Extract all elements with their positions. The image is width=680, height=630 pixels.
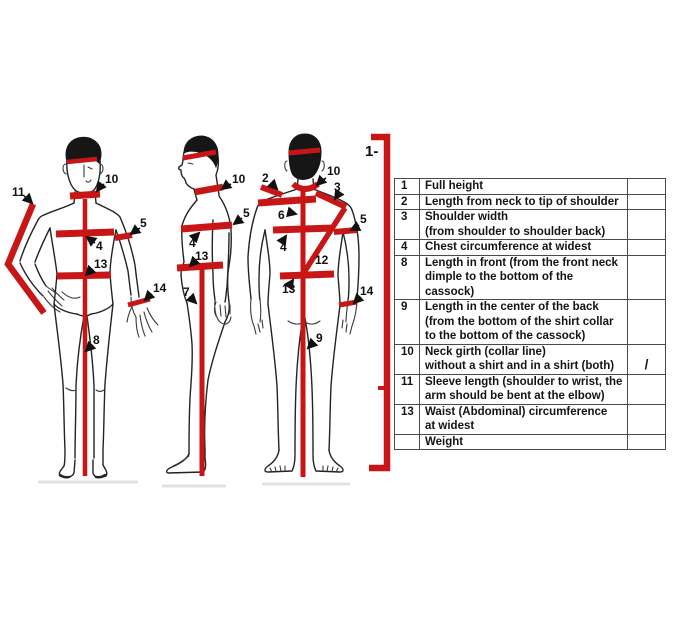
row-description: Neck girth (collar line) without a shirt and in a shirt (both)	[420, 344, 628, 374]
row-description: Waist (Abdominal) circumference at widest	[420, 404, 628, 434]
label-front-chest: 4	[96, 239, 103, 253]
front-neck-line	[70, 194, 100, 196]
label-side-neck: 10	[232, 172, 246, 186]
row-number: 1	[395, 179, 420, 195]
back-hair	[289, 134, 321, 179]
bracket-label: 1-	[365, 143, 379, 160]
figure-side	[167, 136, 250, 476]
row-number: 8	[395, 255, 420, 300]
label-back-wrist: 14	[360, 284, 374, 298]
table-row	[395, 255, 666, 300]
row-number: 11	[395, 374, 420, 404]
label-back-diagonal: 12	[315, 253, 329, 267]
row-number: 3	[395, 210, 420, 240]
table-row	[395, 179, 666, 195]
row-description: Sleeve length (shoulder to wrist, the arm should be bent at the elbow)	[420, 374, 628, 404]
table-row	[395, 404, 666, 434]
label-front-neck: 10	[105, 172, 119, 186]
front-chest-line	[56, 232, 114, 234]
side-chest-line	[181, 225, 232, 229]
back-chest-line	[273, 228, 334, 230]
label-back-length: 9	[316, 331, 323, 345]
row-number: 9	[395, 300, 420, 345]
row-description: Weight	[420, 434, 628, 450]
label-front-length: 8	[93, 333, 100, 347]
table-row	[395, 300, 666, 345]
front-head-line	[67, 159, 97, 162]
row-description: Chest circumference at widest	[420, 240, 628, 256]
figure-back	[248, 134, 374, 477]
front-arm-band	[115, 235, 132, 238]
row-value	[628, 194, 666, 210]
row-number: 4	[395, 240, 420, 256]
row-value	[628, 434, 666, 450]
table-row	[395, 194, 666, 210]
side-annotations	[183, 172, 250, 303]
back-shoulder-line	[261, 187, 282, 195]
table-row	[395, 374, 666, 404]
back-head-line	[289, 150, 320, 153]
label-back-shoulder-width: 3	[334, 180, 341, 194]
label-front-waist: 13	[94, 257, 108, 271]
row-description: Shoulder width (from shoulder to shoulder back)	[420, 210, 628, 240]
row-value	[628, 179, 666, 195]
table-row	[395, 210, 666, 240]
row-number: 13	[395, 404, 420, 434]
figure-front	[8, 137, 167, 477]
label-back-neck: 10	[327, 164, 341, 178]
label-side-waist: 13	[195, 249, 209, 263]
row-value	[628, 374, 666, 404]
label-back-width: 6	[278, 208, 285, 222]
back-arm-band	[334, 230, 357, 232]
table-row	[395, 240, 666, 256]
label-front-wrist: 14	[153, 281, 167, 295]
table-row	[395, 344, 666, 374]
ground-shadow	[38, 482, 350, 486]
label-side-upper-arm: 5	[243, 206, 250, 220]
label-side-length: 7	[183, 285, 190, 299]
row-value	[628, 300, 666, 345]
row-number	[395, 434, 420, 450]
row-value	[628, 404, 666, 434]
row-value	[628, 210, 666, 240]
label-front-sleeve: 11	[12, 185, 25, 199]
label-back-neck-to-shoulder: 2	[262, 171, 269, 185]
back-neck-line	[293, 184, 318, 189]
label-back-waist: 13	[282, 282, 296, 296]
row-description: Length in front (from the front neck dimple to the bottom of the cassock)	[420, 255, 628, 300]
front-waist-line	[57, 275, 111, 276]
row-value	[628, 240, 666, 256]
table-row	[395, 434, 666, 450]
row-description: Full height	[420, 179, 628, 195]
row-description: Length from neck to tip of shoulder	[420, 194, 628, 210]
label-side-chest: 4	[189, 236, 196, 250]
label-front-upper-arm: 5	[140, 216, 147, 230]
row-value: /	[628, 344, 666, 374]
side-waist-line	[177, 265, 223, 268]
row-value	[628, 255, 666, 300]
row-number: 2	[395, 194, 420, 210]
measurements-table	[394, 178, 666, 450]
row-description: Length in the center of the back (from the bottom of the shirt collar to the bottom of the cassock)	[420, 300, 628, 345]
back-waist-line	[280, 274, 334, 276]
height-bracket	[365, 137, 387, 468]
row-number: 10	[395, 344, 420, 374]
back-width-line	[258, 199, 316, 203]
label-back-chest: 4	[280, 240, 287, 254]
label-back-upper-arm: 5	[360, 212, 367, 226]
